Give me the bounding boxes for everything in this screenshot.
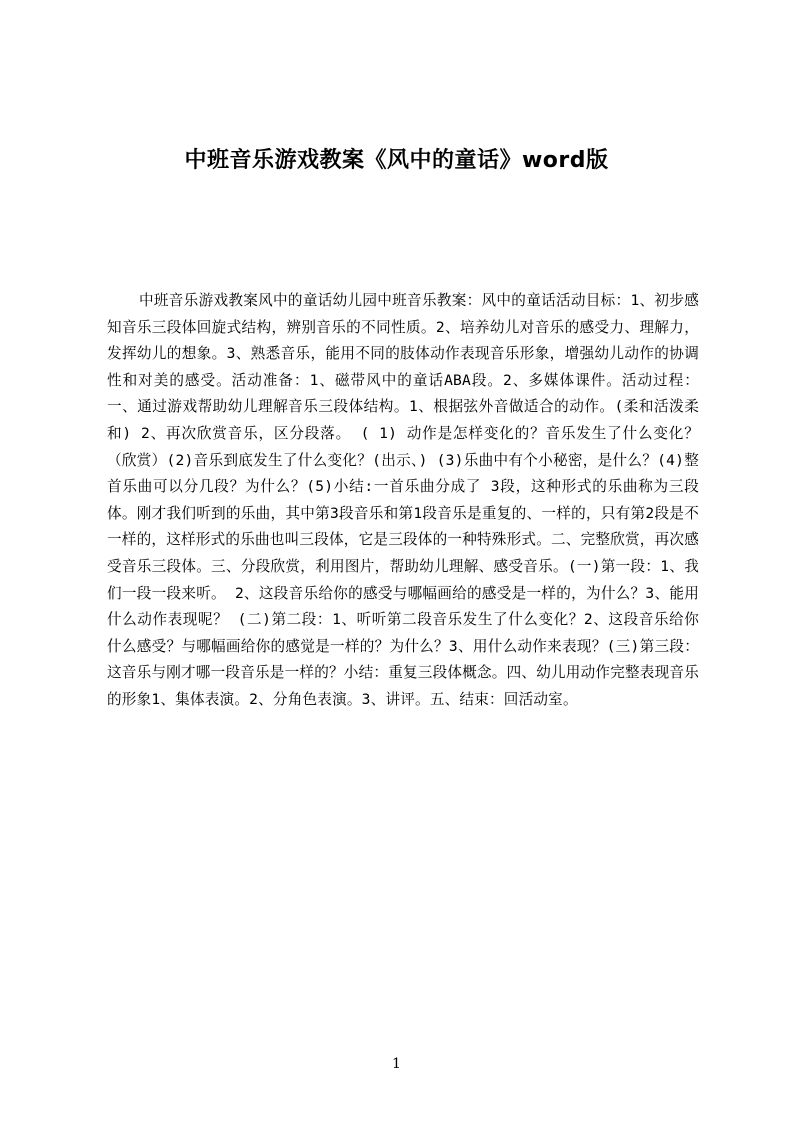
document-title: 中班音乐游戏教案《风中的童话》word版 bbox=[184, 148, 609, 173]
page-number: 1 bbox=[392, 1056, 401, 1072]
document-body: 中班音乐游戏教案风中的童话幼儿园中班音乐教案：风中的童话活动目标：1、初步感知音乐三段体回旋式结构，辨别音乐的不同性质。2、培养幼儿对音乐的感受力、理解力，发挥幼儿的想象。3、熟悉音乐，能用不同的肢体动作表现音乐形象，增强幼儿动作的协调性和对美的感受。活动准备：1、磁带风中的童话ABA段。2、多媒体课件。活动过程：一、通过游戏帮助幼儿理解音乐三段体结构。1、根据弦外音做适合的动作。(柔和活泼柔和) 2、再次欣赏音乐，区分段落。 ( 1) 动作是怎样变化的？音乐发生了什么变化？（欣赏）(2)音乐到底发生了什么变化？(出示、) (3)乐曲中有个小秘密，是什么？(4)整首乐曲可以分几段？为什么？(5)小结:一首乐曲分成了 3段，这种形式的乐曲称为三段体。刚才我们听到的乐曲，其中第3段音乐和第1段音乐是重复的、一样的，只有第2段是不一样的，这样形式的乐曲也叫三段体，它是三段体的一种特殊形式。二、完整欣赏，再次感受音乐三段体。三、分段欣赏，利用图片，帮助幼儿理解、感受音乐。(一)第一段：1、我们一段一段来听。 2、这段音乐给你的感受与哪幅画给的感受是一样的，为什么？3、能用什么动作表现呢？ (二)第二段：1、听听第二段音乐发生了什么变化？2、这段音乐给你什么感受？与哪幅画给你的感觉是一样的？为什么？3、用什么动作来表现？(三)第三段：这音乐与刚才哪一段音乐是一样的？小结：重复三段体概念。四、幼儿用动作完整表现音乐的形象1、集体表演。2、分角色表演。3、讲评。五、结束：回活动室。 bbox=[107, 292, 699, 708]
